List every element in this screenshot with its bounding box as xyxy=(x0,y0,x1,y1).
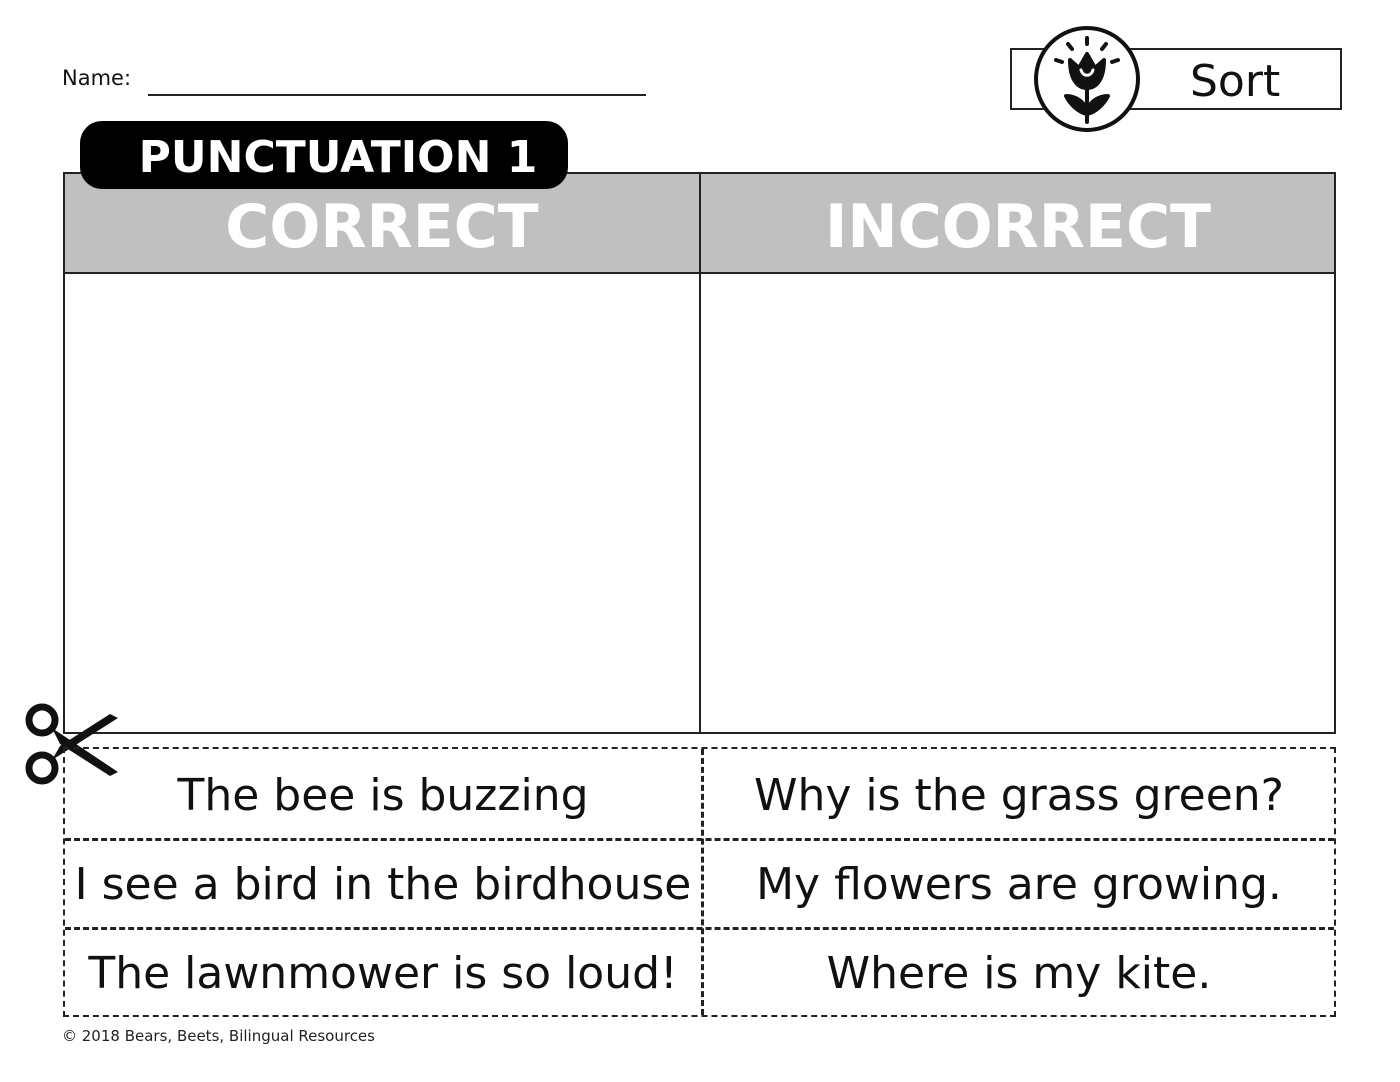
drop-zone-correct[interactable] xyxy=(65,274,699,732)
flower-icon xyxy=(1034,26,1140,132)
sentence-card[interactable]: My flowers are growing. xyxy=(756,859,1282,910)
page-title: PUNCTUATION 1 xyxy=(138,132,538,183)
sentence-card[interactable]: Why is the grass green? xyxy=(754,770,1284,821)
sentence-card[interactable]: Where is my kite. xyxy=(826,948,1212,999)
drop-zone-incorrect[interactable] xyxy=(701,274,1334,732)
name-label: Name: xyxy=(62,66,132,90)
column-header-correct: CORRECT xyxy=(225,192,539,262)
copyright-text: © 2018 Bears, Beets, Bilingual Resources xyxy=(62,1027,375,1045)
sentence-card[interactable]: I see a bird in the birdhouse xyxy=(74,859,692,910)
sentence-card[interactable]: The bee is buzzing xyxy=(177,770,589,821)
sort-label: Sort xyxy=(1190,56,1281,107)
sort-table xyxy=(63,172,1336,734)
sentence-card[interactable]: The lawnmower is so loud! xyxy=(88,948,678,999)
name-write-line[interactable] xyxy=(148,94,646,96)
sentence-cards xyxy=(63,747,1336,1017)
column-header-incorrect: INCORRECT xyxy=(825,192,1211,262)
